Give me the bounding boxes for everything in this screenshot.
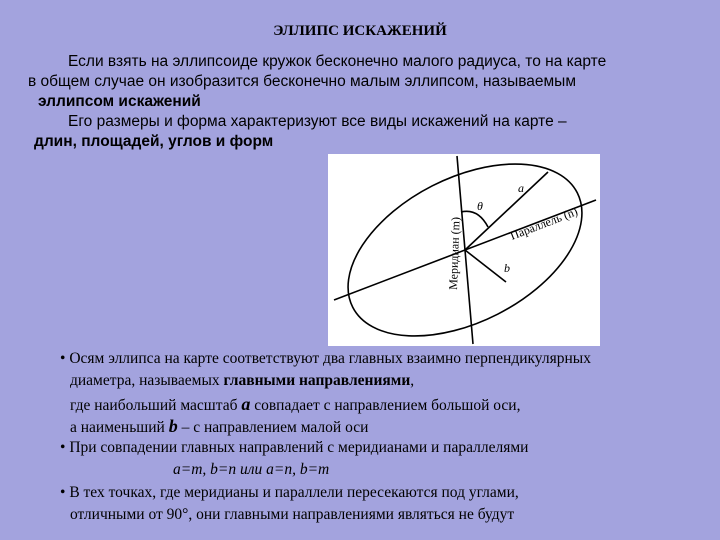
bullet-2-line-1: • При совпадении главных направлений с меридианами и параллелями xyxy=(60,439,529,456)
intro-line-5: длин, площадей, углов и форм xyxy=(34,133,274,150)
bullet-1-line-2: диаметра, называемых главными направлениями, xyxy=(70,372,415,389)
distortion-ellipse-figure xyxy=(328,154,600,346)
label-b: b xyxy=(504,261,510,275)
parallel-label: Параллель (n) xyxy=(508,204,580,243)
meridian-label: Меридиан (m) xyxy=(446,216,463,291)
angle-theta-arc xyxy=(461,211,488,227)
var-a: a xyxy=(241,394,251,414)
page-title: ЭЛЛИПС ИСКАЖЕНИЙ xyxy=(273,23,447,39)
intro-line-3-term: эллипсом искажений xyxy=(38,93,201,110)
ellipse-diagram xyxy=(328,154,600,346)
bullet-1-line-4: а наименьший b – с направлением малой оси xyxy=(70,416,369,436)
bullet-dot: • xyxy=(60,350,66,367)
main-directions-term: главными направлениями xyxy=(223,372,411,389)
label-a: a xyxy=(518,181,524,195)
bullet-1-line-1: • Осям эллипса на карте соответствуют два главных взаимно перпендикулярных xyxy=(60,350,591,367)
bullet-3-line-2: отличными от 90°, они главными направлениями являться не будут xyxy=(70,506,515,523)
bullet-1-line-3: где наибольший масштаб a совпадает с направлением большой оси, xyxy=(70,394,521,414)
bullet-3-line-1: • В тех точках, где меридианы и параллели пересекаются под углами, xyxy=(60,484,519,501)
label-theta: θ xyxy=(477,199,483,213)
intro-line-4: Его размеры и форма характеризуют все виды искажений на карте – xyxy=(68,113,567,130)
intro-line-2: в общем случае он изобразится бесконечно малым эллипсом, называемым xyxy=(28,73,576,90)
bullet-2-formula: a=m, b=n или a=n, b=m xyxy=(173,461,330,478)
bullet-dot: • xyxy=(60,439,66,456)
minor-axis-b xyxy=(465,250,506,282)
var-b: b xyxy=(168,416,178,436)
bullet-dot: • xyxy=(60,484,66,501)
intro-line-1: Если взять на эллипсоиде кружок бесконечно малого радиуса, то на карте xyxy=(68,53,607,70)
